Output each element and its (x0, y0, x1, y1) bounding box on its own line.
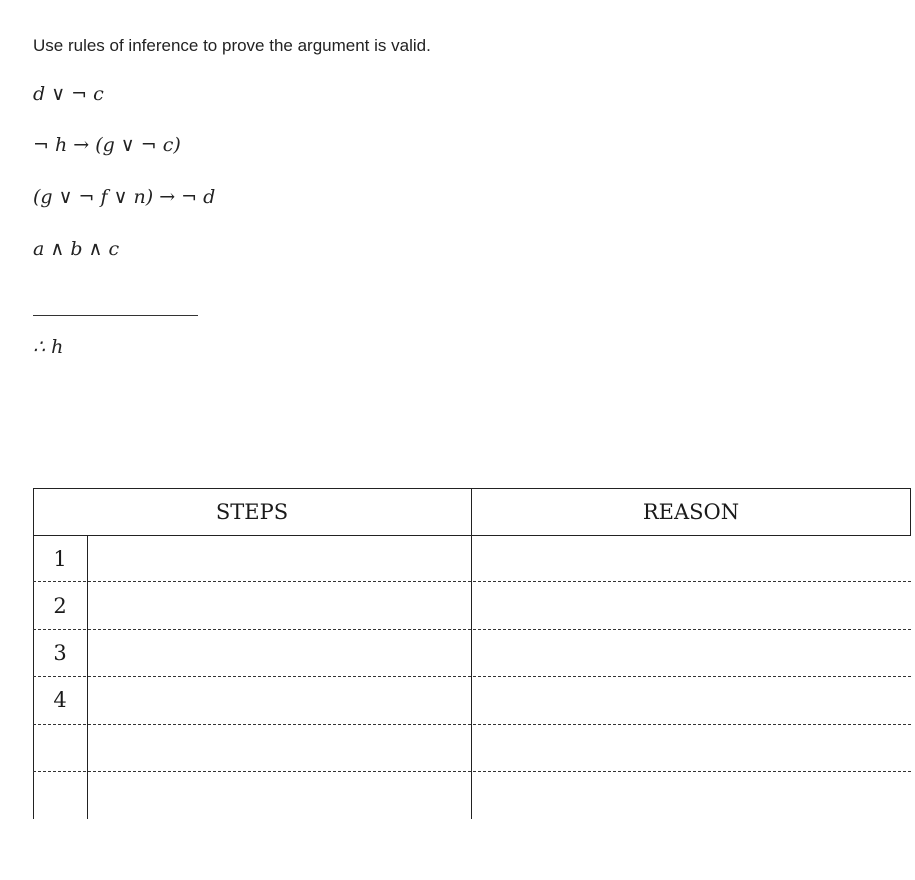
premise-3: (g ∨ ¬ f ∨ n) → ¬ d (33, 186, 216, 208)
row-separator (33, 629, 911, 630)
step-cell-6[interactable] (89, 773, 469, 817)
reason-cell-5[interactable] (473, 726, 909, 769)
conclusion: ∴ h (33, 336, 64, 358)
row-number-3: 3 (53, 641, 67, 665)
step-cell-2[interactable] (89, 584, 469, 627)
argument-divider (33, 315, 198, 316)
premise-1: d ∨ ¬ c (33, 83, 104, 105)
row-number-2: 2 (53, 594, 67, 618)
row-separator (33, 581, 911, 582)
proof-table (33, 488, 911, 819)
step-cell-4[interactable] (89, 678, 469, 721)
premise-4: a ∧ b ∧ c (33, 238, 120, 260)
reason-cell-2[interactable] (473, 584, 909, 627)
row-separator (33, 676, 911, 677)
reason-cell-3[interactable] (473, 631, 909, 674)
row-number-1: 1 (53, 547, 67, 571)
step-cell-5[interactable] (89, 726, 469, 769)
row-separator (33, 771, 911, 772)
step-cell-3[interactable] (89, 631, 469, 674)
reason-cell-6[interactable] (473, 773, 909, 817)
steps-reason-divider (471, 488, 472, 819)
header-reason: REASON (642, 500, 740, 524)
table-header-border (33, 535, 911, 536)
header-steps: STEPS (215, 500, 289, 524)
premise-2: ¬ h → (g ∨ ¬ c) (33, 134, 181, 156)
row-separator (33, 724, 911, 725)
instruction-text: Use rules of inference to prove the argument is valid. (33, 36, 431, 55)
reason-cell-1[interactable] (473, 537, 909, 580)
row-number-4: 4 (53, 688, 67, 712)
reason-cell-4[interactable] (473, 678, 909, 721)
step-cell-1[interactable] (89, 537, 469, 580)
number-column-divider (87, 535, 88, 819)
